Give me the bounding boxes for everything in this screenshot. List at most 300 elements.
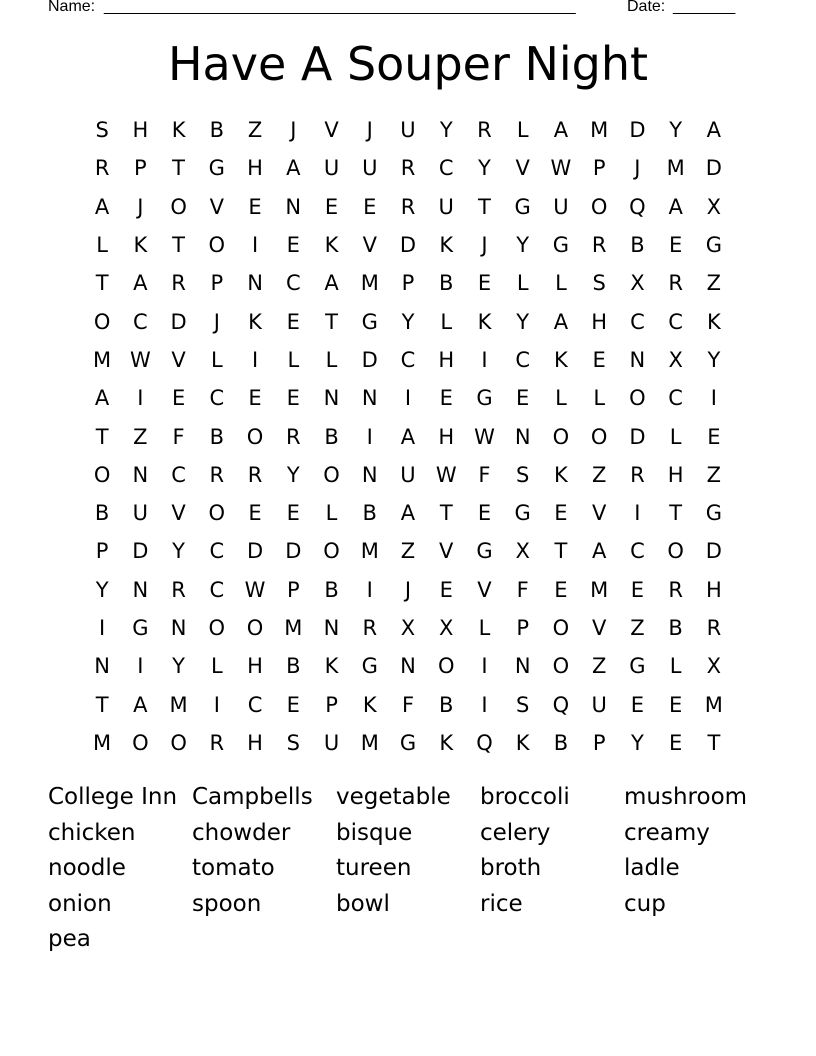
grid-letter: M xyxy=(93,347,112,372)
grid-letter: M xyxy=(666,156,685,181)
grid-letter: C xyxy=(668,386,683,411)
word-list-item: celery xyxy=(480,819,551,846)
grid-letter: X xyxy=(668,347,683,372)
grid-letter: R xyxy=(94,156,110,181)
grid-letter: N xyxy=(323,616,340,640)
grid-letter: G xyxy=(361,309,378,334)
grid-letter: V xyxy=(324,118,339,143)
grid-letter: M xyxy=(360,730,379,755)
grid-letter: K xyxy=(362,692,377,717)
grid-letter: N xyxy=(285,194,302,219)
grid-row xyxy=(83,379,733,417)
grid-letter: G xyxy=(476,386,493,411)
grid-letter: J xyxy=(634,156,641,181)
grid-letter: G xyxy=(629,654,646,679)
grid-letter: V xyxy=(477,577,492,602)
grid-letter: K xyxy=(554,462,568,487)
grid-letter: Q xyxy=(552,692,570,717)
word-list-item: broth xyxy=(480,855,542,881)
grid-letter: V xyxy=(591,501,607,526)
grid-letter: D xyxy=(246,539,264,564)
grid-letter: I xyxy=(137,386,144,411)
grid-letter: G xyxy=(552,233,570,258)
grid-letter: F xyxy=(172,424,185,449)
grid-letter: L xyxy=(440,309,453,334)
grid-letter: B xyxy=(668,616,683,640)
grid-letter: K xyxy=(248,309,262,334)
grid-letter: X xyxy=(439,616,454,640)
grid-letter: V xyxy=(362,233,377,258)
grid-letter: G xyxy=(132,616,149,640)
grid-letter: A xyxy=(668,194,683,219)
grid-letter: P xyxy=(95,539,109,564)
grid-letter: K xyxy=(477,309,492,334)
word-list-item: mushroom xyxy=(624,784,748,810)
grid-letter: L xyxy=(210,654,223,679)
grid-letter: O xyxy=(323,462,340,487)
grid-letter: D xyxy=(705,156,722,181)
grid-letter: J xyxy=(366,118,373,143)
grid-letter: E xyxy=(286,501,300,526)
word-list-item: Campbells xyxy=(192,784,313,810)
grid-letter: C xyxy=(209,539,225,564)
grid-letter: A xyxy=(94,194,110,219)
grid-letter: Q xyxy=(629,194,646,219)
grid-letter: A xyxy=(400,501,416,526)
grid-letter: T xyxy=(95,424,109,449)
grid-letter: Z xyxy=(591,462,607,487)
grid-letter: R xyxy=(668,577,683,602)
grid-letter: R xyxy=(668,271,683,296)
grid-letter: K xyxy=(133,233,148,258)
grid-letter: Y xyxy=(516,309,530,334)
word-list-item: College Inn xyxy=(48,784,178,810)
grid-letter: Z xyxy=(706,271,722,296)
word-list-item: chowder xyxy=(192,819,291,846)
grid-letter: I xyxy=(710,386,717,411)
date-field[interactable]: _______ xyxy=(673,0,736,15)
grid-letter: G xyxy=(514,501,531,526)
grid-letter: Y xyxy=(478,156,491,181)
grid-letter: J xyxy=(404,577,412,602)
grid-letter: P xyxy=(134,156,147,181)
grid-letter: V xyxy=(209,194,224,219)
grid-letter: E xyxy=(668,233,683,258)
grid-letter: M xyxy=(93,730,112,755)
grid-letter: F xyxy=(401,692,415,717)
word-list-item: onion xyxy=(48,890,112,917)
grid-letter: B xyxy=(209,424,225,449)
grid-letter: H xyxy=(438,424,455,449)
grid-letter: W xyxy=(244,577,266,602)
grid-letter: Y xyxy=(630,730,644,755)
grid-letter: O xyxy=(629,386,646,411)
grid-row xyxy=(83,571,733,609)
grid-letter: Z xyxy=(706,462,722,487)
grid-letter: O xyxy=(437,654,455,679)
grid-letter: G xyxy=(705,233,722,258)
grid-letter: S xyxy=(286,730,300,755)
grid-letter: A xyxy=(591,539,607,564)
grid-letter: Y xyxy=(172,539,185,564)
grid-letter: T xyxy=(554,539,568,564)
word-list-item: pea xyxy=(48,926,91,952)
grid-row xyxy=(83,341,733,379)
grid-letter: M xyxy=(590,577,609,602)
grid-letter: M xyxy=(704,692,723,717)
grid-letter: E xyxy=(171,386,186,411)
grid-letter: H xyxy=(667,462,684,487)
grid-letter: K xyxy=(706,309,721,334)
grid-letter: E xyxy=(248,501,262,526)
grid-letter: V xyxy=(515,156,530,181)
grid-letter: R xyxy=(209,462,225,487)
word-list-item: noodle xyxy=(48,855,126,881)
grid-letter: Y xyxy=(516,233,530,258)
grid-letter: N xyxy=(170,616,187,640)
grid-letter: R xyxy=(209,730,225,755)
grid-letter: T xyxy=(172,233,185,258)
grid-row xyxy=(83,532,733,570)
grid-letter: L xyxy=(478,616,491,640)
date-label: Date: xyxy=(627,0,666,15)
grid-letter: L xyxy=(555,386,567,411)
grid-letter: S xyxy=(95,118,109,143)
grid-letter: E xyxy=(286,692,300,717)
grid-letter: K xyxy=(554,347,568,372)
grid-letter: B xyxy=(324,577,339,602)
grid-letter: F xyxy=(478,462,491,487)
grid-row xyxy=(83,111,733,149)
grid-letter: M xyxy=(360,271,379,296)
grid-letter: X xyxy=(706,654,722,679)
grid-letter: Q xyxy=(476,730,493,755)
grid-letter: A xyxy=(286,156,301,181)
grid-letter: H xyxy=(247,730,263,755)
grid-letter: I xyxy=(404,386,412,411)
grid-letter: D xyxy=(705,539,722,564)
grid-letter: E xyxy=(477,271,492,296)
grid-letter: O xyxy=(246,424,264,449)
grid-letter: A xyxy=(553,309,569,334)
grid-letter: L xyxy=(287,347,300,372)
grid-letter: G xyxy=(705,501,722,526)
grid-row xyxy=(83,724,733,762)
grid-letter: S xyxy=(516,692,530,717)
grid-letter: K xyxy=(439,730,454,755)
grid-letter: T xyxy=(478,194,491,219)
grid-letter: E xyxy=(248,386,262,411)
grid-letter: X xyxy=(515,539,530,564)
grid-letter: A xyxy=(706,118,722,143)
grid-letter: P xyxy=(592,730,606,755)
grid-letter: D xyxy=(629,118,646,143)
grid-letter: I xyxy=(634,501,641,526)
grid-letter: E xyxy=(248,194,262,219)
grid-letter: E xyxy=(554,501,568,526)
grid-letter: E xyxy=(439,386,453,411)
grid-letter: H xyxy=(132,118,149,143)
grid-letter: J xyxy=(290,118,297,143)
grid-letter: C xyxy=(285,271,301,296)
grid-letter: E xyxy=(630,577,645,602)
word-list xyxy=(48,780,778,958)
word-list-item: bisque xyxy=(336,819,413,846)
grid-letter: U xyxy=(323,730,340,755)
grid-letter: L xyxy=(210,347,223,372)
grid-letter: C xyxy=(438,156,454,181)
grid-letter: B xyxy=(439,692,454,717)
grid-letter: O xyxy=(208,501,226,526)
grid-letter: N xyxy=(629,347,646,372)
grid-letter: Z xyxy=(133,424,148,449)
word-list-item: broccoli xyxy=(480,784,570,810)
header xyxy=(0,0,816,20)
grid-letter: C xyxy=(400,347,416,372)
grid-letter: E xyxy=(668,692,683,717)
grid-letter: H xyxy=(247,654,263,679)
grid-letter: A xyxy=(553,118,569,143)
grid-letter: R xyxy=(400,194,416,219)
grid-letter: E xyxy=(554,577,568,602)
grid-letter: R xyxy=(591,233,607,258)
grid-row xyxy=(83,456,733,494)
grid-letter: T xyxy=(172,156,185,181)
word-search-grid xyxy=(83,111,733,762)
grid-letter: D xyxy=(629,424,646,449)
grid-letter: C xyxy=(209,386,225,411)
grid-letter: I xyxy=(481,654,488,679)
grid-letter: H xyxy=(438,347,455,372)
grid-letter: X xyxy=(400,616,416,640)
grid-letter: K xyxy=(324,233,339,258)
grid-letter: W xyxy=(474,424,495,449)
grid-letter: M xyxy=(590,118,609,143)
grid-letter: V xyxy=(439,539,454,564)
grid-letter: Y xyxy=(439,118,453,143)
grid-letter: R xyxy=(171,271,186,296)
grid-letter: U xyxy=(553,194,569,219)
grid-letter: U xyxy=(591,692,607,717)
grid-letter: P xyxy=(401,271,415,296)
grid-letter: U xyxy=(132,501,149,526)
grid-letter: J xyxy=(137,194,144,219)
grid-letter: G xyxy=(476,539,493,564)
grid-letter: E xyxy=(286,386,300,411)
grid-letter: O xyxy=(667,539,684,564)
grid-letter: O xyxy=(170,194,187,219)
grid-letter: O xyxy=(208,233,226,258)
grid-letter: C xyxy=(668,309,683,334)
grid-letter: K xyxy=(439,233,454,258)
grid-letter: N xyxy=(323,386,340,411)
grid-letter: W xyxy=(129,347,151,372)
grid-letter: W xyxy=(435,462,457,487)
grid-letter: R xyxy=(362,616,378,640)
grid-letter: V xyxy=(171,501,186,526)
grid-letter: N xyxy=(94,654,110,679)
grid-letter: X xyxy=(630,271,645,296)
grid-letter: P xyxy=(325,692,338,717)
grid-row xyxy=(83,188,733,226)
grid-letter: E xyxy=(592,347,606,372)
grid-letter: O xyxy=(590,194,608,219)
grid-letter: B xyxy=(553,730,569,755)
grid-letter: R xyxy=(285,424,301,449)
grid-letter: R xyxy=(477,118,492,143)
grid-letter: L xyxy=(325,347,338,372)
grid-letter: O xyxy=(552,424,570,449)
grid-letter: B xyxy=(362,501,377,526)
grid-letter: P xyxy=(210,271,224,296)
grid-letter: B xyxy=(324,424,339,449)
grid-letter: H xyxy=(247,156,263,181)
grid-letter: E xyxy=(516,386,530,411)
grid-row xyxy=(83,494,733,532)
grid-letter: N xyxy=(514,654,531,679)
grid-letter: L xyxy=(96,233,108,258)
grid-letter: Y xyxy=(669,118,683,143)
grid-letter: G xyxy=(514,194,531,219)
grid-letter: L xyxy=(669,654,682,679)
grid-letter: I xyxy=(213,692,220,717)
grid-letter: I xyxy=(251,233,259,258)
grid-letter: C xyxy=(630,309,645,334)
page-title: Have A Souper Night xyxy=(167,37,649,91)
grid-row xyxy=(83,609,733,647)
grid-letter: N xyxy=(400,654,416,679)
grid-letter: Z xyxy=(591,654,607,679)
grid-letter: L xyxy=(516,271,529,296)
grid-row xyxy=(83,264,733,302)
grid-letter: G xyxy=(361,654,378,679)
grid-letter: B xyxy=(94,501,110,526)
grid-letter: L xyxy=(669,424,682,449)
grid-letter: B xyxy=(439,271,454,296)
grid-letter: J xyxy=(213,309,220,334)
grid-letter: I xyxy=(366,577,373,602)
word-list-item: ladle xyxy=(624,855,680,881)
grid-letter: J xyxy=(481,233,488,258)
grid-letter: O xyxy=(552,616,570,640)
word-list-item: bowl xyxy=(336,890,390,917)
grid-letter: R xyxy=(630,462,645,487)
word-list-item: cup xyxy=(624,890,666,917)
grid-letter: N xyxy=(247,271,263,296)
grid-letter: I xyxy=(251,347,259,372)
grid-letter: T xyxy=(707,730,721,755)
grid-letter: A xyxy=(133,692,148,717)
grid-letter: E xyxy=(324,194,339,219)
grid-letter: K xyxy=(324,654,339,679)
grid-letter: O xyxy=(590,424,608,449)
grid-letter: R xyxy=(247,462,263,487)
grid-letter: O xyxy=(246,616,264,640)
grid-letter: C xyxy=(515,347,531,372)
grid-letter: W xyxy=(550,156,572,181)
grid-letter: Z xyxy=(247,118,263,143)
grid-letter: H xyxy=(705,577,722,602)
grid-letter: B xyxy=(630,233,645,258)
grid-letter: O xyxy=(93,462,111,487)
grid-letter: A xyxy=(324,271,339,296)
grid-letter: E xyxy=(477,501,492,526)
grid-letter: C xyxy=(133,309,148,334)
grid-row xyxy=(83,149,733,187)
grid-letter: E xyxy=(668,730,683,755)
grid-row xyxy=(83,226,733,264)
grid-letter: G xyxy=(208,156,225,181)
word-list-item: rice xyxy=(480,890,523,917)
grid-letter: Y xyxy=(95,577,109,602)
grid-letter: T xyxy=(95,271,109,296)
grid-letter: E xyxy=(707,424,721,449)
grid-letter: V xyxy=(591,616,607,640)
grid-letter: I xyxy=(366,424,373,449)
word-list-item: vegetable xyxy=(336,784,451,810)
grid-letter: E xyxy=(286,309,300,334)
grid-letter: N xyxy=(361,386,378,411)
grid-letter: Z xyxy=(630,616,645,640)
grid-letter: D xyxy=(361,347,378,372)
word-list-item: tureen xyxy=(336,855,412,881)
grid-letter: Y xyxy=(707,347,721,372)
grid-letter: O xyxy=(208,616,226,640)
grid-letter: E xyxy=(286,233,300,258)
word-list-item: chicken xyxy=(48,819,136,846)
grid-letter: E xyxy=(439,577,453,602)
grid-letter: L xyxy=(555,271,567,296)
grid-letter: A xyxy=(94,386,110,411)
grid-letter: K xyxy=(515,730,530,755)
grid-letter: N xyxy=(514,424,531,449)
word-list-item: tomato xyxy=(192,855,275,881)
grid-letter: T xyxy=(439,501,453,526)
grid-letter: K xyxy=(171,118,186,143)
grid-letter: A xyxy=(133,271,148,296)
grid-letter: I xyxy=(481,347,488,372)
grid-letter: O xyxy=(170,730,187,755)
grid-row xyxy=(83,302,733,340)
grid-letter: T xyxy=(95,692,109,717)
grid-letter: T xyxy=(669,501,683,526)
grid-letter: E xyxy=(363,194,377,219)
grid-letter: Y xyxy=(401,309,415,334)
grid-letter: C xyxy=(247,692,263,717)
grid-letter: N xyxy=(361,462,378,487)
grid-letter: M xyxy=(169,692,188,717)
grid-letter: I xyxy=(481,692,488,717)
grid-letter: S xyxy=(592,271,606,296)
grid-letter: N xyxy=(132,462,149,487)
grid-letter: L xyxy=(593,386,606,411)
grid-letter: D xyxy=(285,539,302,564)
word-list-item: creamy xyxy=(624,819,710,846)
grid-letter: Y xyxy=(172,654,185,679)
grid-row xyxy=(83,417,733,455)
name-field[interactable]: _____________________________________________________ xyxy=(104,0,576,15)
grid-letter: T xyxy=(325,309,338,334)
grid-letter: V xyxy=(171,347,186,372)
grid-letter: O xyxy=(323,539,340,564)
grid-letter: B xyxy=(209,118,225,143)
grid-letter: C xyxy=(209,577,225,602)
grid-letter: L xyxy=(325,501,338,526)
grid-letter: M xyxy=(360,539,379,564)
grid-letter: U xyxy=(323,156,340,181)
grid-letter: S xyxy=(516,462,530,487)
grid-letter: O xyxy=(93,309,111,334)
